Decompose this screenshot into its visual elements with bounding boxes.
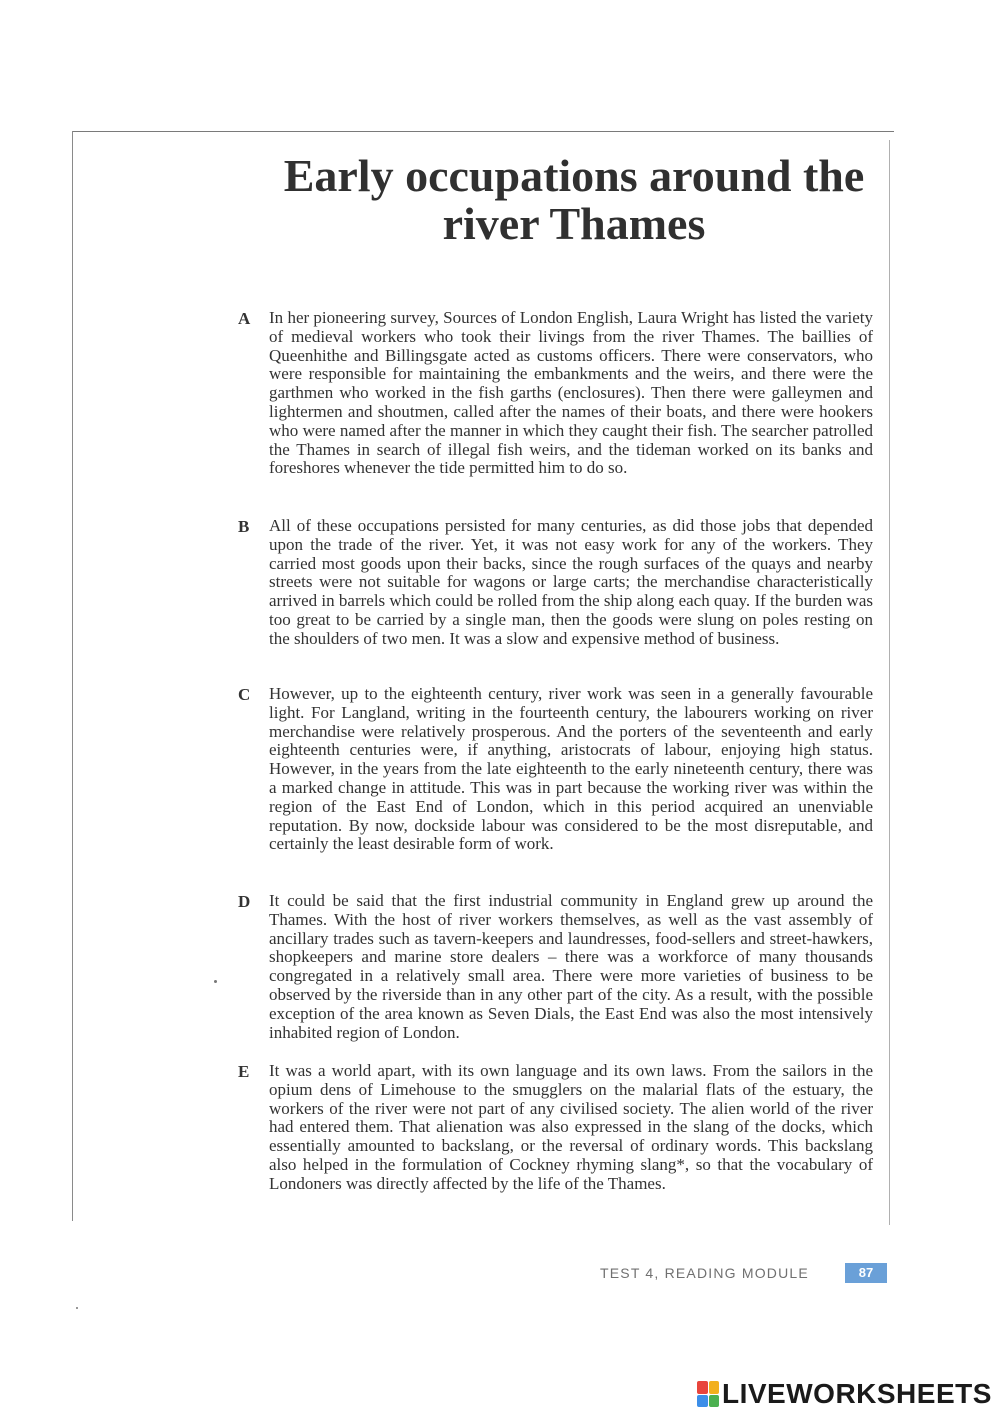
section-paragraph: However, up to the eighteenth century, river work was seen in a generally favourable light. For Langland, writing in the fourteenth century, the labourers working on river merchandise were relatively prosperous. And the porters of the seventeenth and early eighteenth centuries were, if anything, aristocrats of labour, enjoying high status. However, in the years from the late eighteenth to the early nineteenth century, there was a marked change in attitude. This was in part because the working river was within the region of the East End of London, which in this period acquired an unenviable reputation. By now, dockside labour was considered to be the most disreputable, and certainly the least desirable form of work.	[269, 684, 873, 854]
logo-tile-icon	[709, 1381, 720, 1394]
section-paragraph: All of these occupations persisted for many centuries, as did those jobs that depended upon the trade of the river. Yet, it was not easy work for any of the workers. They carried most goods upon their backs, since the rough surfaces of the quays and nearby streets were not suitable for wagons or large carts; the merchandise characteristically arrived in barrels which could be rolled from the ship along each quay. If the burden was too great to be carried by a single man, then the goods were slung on poles resting on the shoulders of two men. It was a slow and expensive method of business.	[269, 516, 873, 648]
section-letter: C	[238, 685, 251, 704]
liveworksheets-watermark	[697, 1378, 992, 1410]
section-letter: A	[238, 309, 251, 328]
scan-speck	[76, 1307, 78, 1309]
logo-tile-icon	[697, 1395, 708, 1408]
page-number-badge: 87	[845, 1263, 887, 1283]
section-letter: B	[238, 517, 250, 536]
section-letter: D	[238, 892, 251, 911]
page-frame-left	[72, 131, 73, 1221]
section-paragraph: In her pioneering survey, Sources of London English, Laura Wright has listed the variety of medieval workers who took their livings from the river Thames. The baillies of Queenhithe and Billingsgate acted as customs officers. There were conservators, who were responsible for maintaining the embankments and the weirs, and there were the garthmen who worked in the fish garths (enclosures). Then there were galleymen and lightermen and shoutmen, called after the names of their boats, and there were hookers who were named after the manner in which they caught their fish. The searcher patrolled the Thames in search of illegal fish weirs, and the tideman worked on its banks and foreshores whenever the tide permitted him to do so.	[269, 308, 873, 478]
section-letter: E	[238, 1062, 250, 1081]
logo-tile-icon	[697, 1381, 708, 1394]
page-title: Early occupations around the river Thames	[283, 150, 865, 249]
section-paragraph: It could be said that the first industrial community in England grew up around the Thames. With the host of river workers themselves, as well as the vast assembly of ancillary trades such as tavern-keepers and laundresses, food-sellers and street-hawkers, shopkeepers and marine store dealers – there was a workforce of many thousands congregated in a relatively small area. There were more varieties of business to be observed by the riverside than in any other part of the city. As a result, with the possible exception of the area known as Seven Dials, the East End was also the most intensively inhabited region of London.	[269, 891, 873, 1042]
page-frame-right	[889, 140, 890, 1225]
scan-speck	[214, 980, 217, 983]
footer-label: TEST 4, READING MODULE	[600, 1265, 809, 1281]
section-paragraph: It was a world apart, with its own language and its own laws. From the sailors in the opium dens of Limehouse to the smugglers on the malarial flats of the estuary, the workers of the river were not part of any civilised society. The alien world of the river had entered them. That alienation was also expressed in the slang of the docks, which essentially amounted to backslang, or the reversal of ordinary words. This backslang also helped in the formulation of Cockney rhyming slang*, so that the vocabulary of Londoners was directly affected by the life of the Thames.	[269, 1061, 873, 1193]
watermark-text: LIVEWORKSHEETS	[722, 1378, 992, 1409]
logo-tile-icon	[709, 1395, 720, 1408]
liveworksheets-logo-icon	[697, 1381, 719, 1407]
